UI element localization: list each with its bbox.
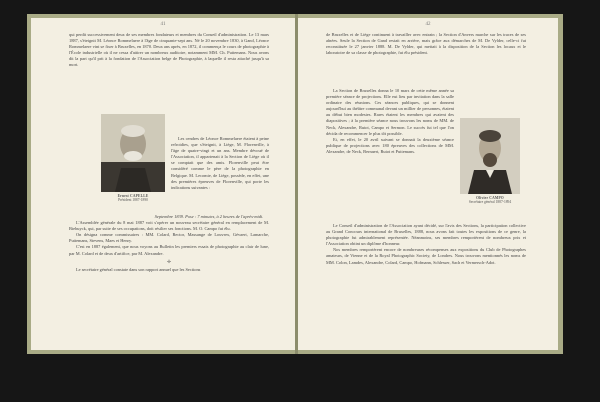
portrait-photo-capelle bbox=[101, 114, 165, 192]
right-page-number: 42 bbox=[425, 22, 431, 27]
portrait-role-capelle: Président 1887-1890 bbox=[118, 198, 148, 203]
right-intro-text bbox=[326, 32, 526, 56]
left-page-number: 41 bbox=[160, 22, 166, 27]
ornament-separator: ✢ bbox=[167, 258, 171, 264]
portrait-role-campo: Secrétaire général 1887-1894 bbox=[468, 200, 512, 205]
right-paragraph-5: Nos membres remportèrent encore de nombreuses récompenses aux expositions du Club de Photographes amateurs, de Vienne et de la Royal Photographic Society, de Londres. Nous trouvons mentionnés les noms de MM. Colon, Lamdes, Alexandre, Colard, Campo, Hofmann, Schlesser, Sach et Vermersch-Adot. bbox=[326, 247, 526, 265]
left-paragraph-3: L'Assemblée générale du 8 mai 1887 voit s'opérer un nouveau secrétaire général en remplacement de M. Biebuyck, qui, par suite de ses occupations, doit résilier ses fonctions. M. O. Campo fut élu. bbox=[69, 220, 269, 232]
portrait-caption-campo bbox=[452, 196, 528, 205]
left-column-text bbox=[171, 136, 269, 191]
left-paragraph-2: Les cendres de Léonce Rommelaere étaient à peine refroidies, que s'éteignit, à Liège, M. Florenville, à l'âge de quatre-vingt et un ans. Membre dévoué de l'Association, il appartenait à la Section de Liège où il se comptait que des amis. Florenville peut être considéré comme le père de la photographie en Belgique. M. Lecomte, de Liège, possède, en effet, une des premières épreuves de Florenville, qui porte les indications suivantes : bbox=[171, 136, 269, 190]
portrait-name-capelle: Ernest CAPELLE bbox=[117, 194, 149, 198]
left-quote: Septembre 1839. Pose : 7 minutes, à 2 heures de l'après-midi. bbox=[154, 214, 264, 219]
right-column-text bbox=[326, 88, 454, 155]
left-paragraph-6: Le secrétaire général constate dans son rapport annuel que les Sections bbox=[76, 266, 201, 272]
portrait-caption-capelle bbox=[89, 194, 177, 203]
portrait-photo-campo bbox=[460, 118, 520, 194]
right-lower-text bbox=[326, 223, 526, 266]
portrait-name-campo: Olivier CAMPO bbox=[476, 196, 504, 200]
left-page bbox=[31, 18, 295, 350]
portrait-image-campo bbox=[460, 118, 520, 194]
open-book bbox=[27, 14, 563, 354]
left-lower-text bbox=[69, 214, 269, 273]
right-paragraph-4: Le Conseil d'administration de l'Association ayant décidé, sur l'avis des Sections, la participation collective au Grand Concours international de Bruxelles, 1888, nous avons fait toutes les expositions de ce genre, la photographie fut admirablement représentée. Néanmoins, ses membres remportèrent de nombreux prix et l'Association obtint un diplôme d'honneur. bbox=[326, 223, 526, 247]
left-intro-text bbox=[69, 32, 269, 69]
right-paragraph-1: de Bruxelles et de Liège continuent à travailler avec entrain ; la Section d'Anvers marche sur les traces de ses aînées. Seule la Section de Gand restait en arrière, mais grâce aux démarches de M. De Vylder, celle-ci fut reconstituée le 27 janvier 1888. M. De Vylder, qui mettait à la disposition de la Section les locaux et le laboratoire de sa classe de photographie, fut élu président. bbox=[326, 32, 526, 56]
left-paragraph-1: qui perdit successivement deux de ses membres fondateurs et membres du Conseil d'administration. Le 13 mars 1887, s'éteignit M. Léonce Rommelaere à l'âge de cinquante-sept ans. Né le 20 novembre 1830, à Gand, Léonce Rommelaere vint se fixer à Bruxelles, en 1870. Deux ans après, en 1872, il commença le cours de photographie à l'École industrielle où il ne cessa d'attirer un nombreux auditoire, notamment MM. Ch. Puttemans. Nous avons dit la part qu'il prit à la fondation de l'Association belge de Photographie, à laquelle il resta attaché jusqu'à sa mort. bbox=[69, 32, 269, 68]
left-paragraph-5: C'est en 1887 également, que nous voyons au Bulletin les premiers essais de photographie au clair de lune, par M. Colard et de deux d'artifice, par M. Alexandre. bbox=[69, 244, 269, 256]
portrait-image-capelle bbox=[101, 114, 165, 192]
right-page bbox=[298, 18, 558, 350]
right-paragraph-2: La Section de Bruxelles donna le 10 mars de cette même année sa première séance de projections. Elle eut lieu par invitation dans la salle ordinaire des réunions. Ces séances publiques, qui se donnent aujourd'hui au théâtre communal devant un millier de personnes, étaient au début bien modestes. Rares étaient les membres qui avaient des diapositives ; à la première séance nous trouvons les noms de MM. de Neck, Alexandre, Rutot, Campo et Sermon. Le succès fut tel que l'on décida de recommencer le plus tôt possible. bbox=[326, 88, 454, 136]
right-paragraph-3: Et, en effet, le 20 avril suivant se donnait la deuxième séance publique de projections avec 180 épreuves des collections de MM. Alexandre, de Neck, Bernaert, Rutot et Puttemans. bbox=[326, 136, 454, 154]
left-paragraph-4: On désigna comme commissaires : MM. Colard, Rector, Massange de Louvrex, Gévaert, Lamarche, Puttemans, Stevens, Maes et Henry. bbox=[69, 232, 269, 244]
